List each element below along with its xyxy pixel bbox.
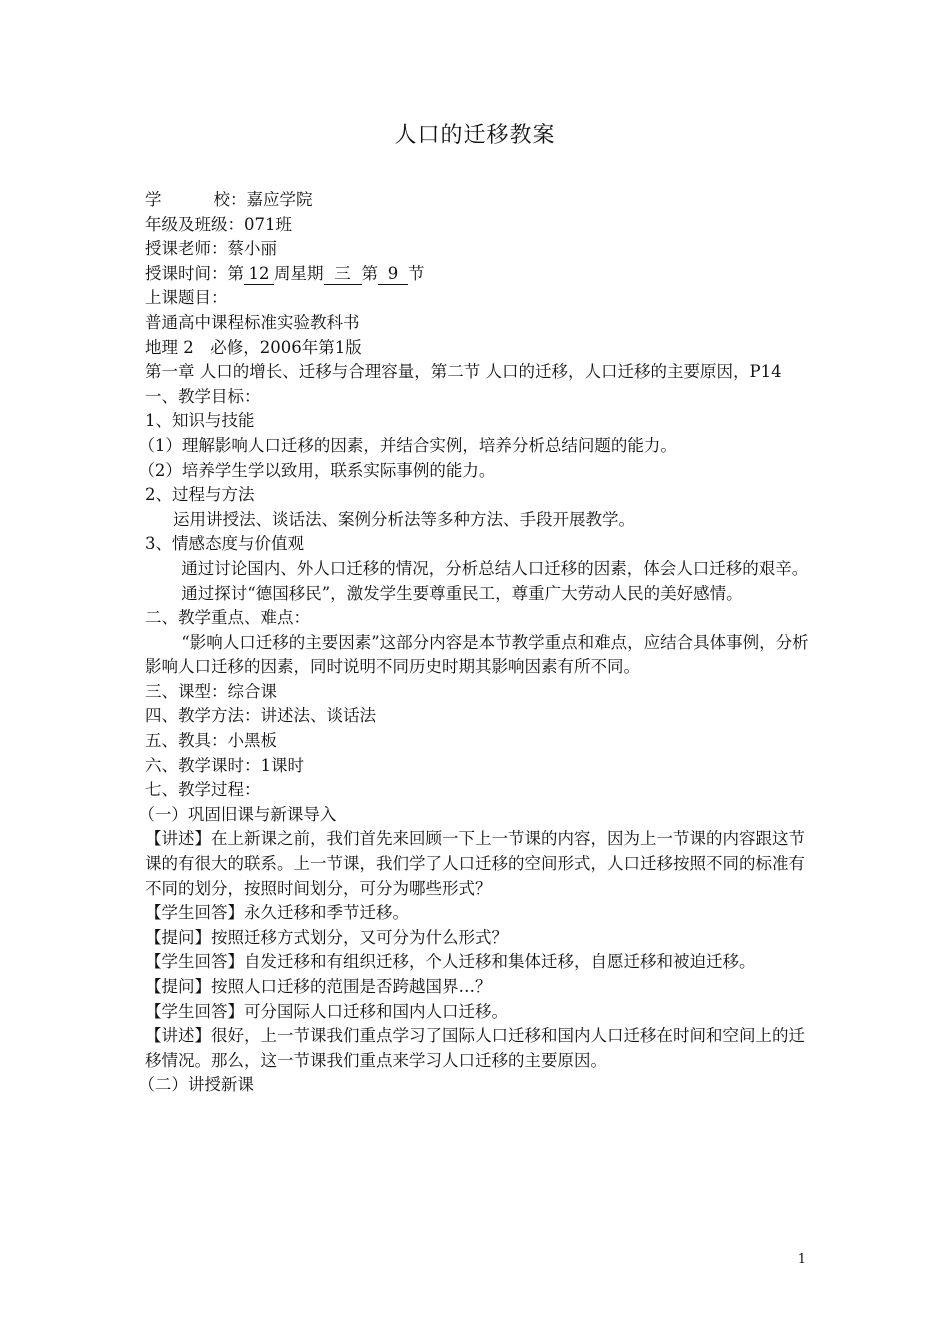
grade-label: 年级及班级： [145, 214, 244, 234]
time-mid: 周星期 [274, 263, 324, 283]
time-section: 9 [378, 264, 408, 285]
paragraph: （1）理解影响人口迁移的因素，并结合实例，培养分析总结问题的能力。 [138, 435, 677, 455]
grade-line [145, 213, 810, 238]
section-heading: 七、教学过程： [145, 780, 261, 800]
subsection-heading: 2、过程与方法 [145, 485, 255, 505]
school-value: 嘉应学院 [246, 190, 313, 209]
teacher-label: 授课老师： [145, 239, 228, 259]
paragraph: 【学生回答】可分国际人口迁移和国内人口迁移。 [145, 1001, 508, 1021]
paragraph: “影响人口迁移的主要因素”这部分内容是本节教学重点和难点，应结合具体事例，分析影响人口迁移的因素，同时说明不同历史时期其影响因素有所不同。 [145, 632, 809, 677]
paragraph: 【提问】按照人口迁移的范围是否跨越国界…？ [145, 977, 492, 996]
paragraph: 【讲述】很好，上一节课我们重点学习了国际人口迁移和国内人口迁移在时间和空间上的迁移情况。那么，这一节课我们重点来学习人口迁移的主要原因。 [145, 1026, 805, 1070]
teacher-value: 蔡小丽 [227, 239, 277, 259]
time-mid2: 第 [361, 263, 378, 283]
school-label-b: 校： [213, 190, 247, 209]
section-heading: 四、教学方法：讲述法、谈话法 [145, 706, 376, 726]
subsection-heading: （一）巩固旧课与新课导入 [138, 804, 337, 824]
paragraph: 通过探讨“德国移民”，激发学生要尊重民工，尊重广大劳动人民的美好感情。 [181, 583, 743, 603]
school-label-a: 学 [145, 190, 162, 209]
book-line1: 普通高中课程标准实验教科书 [145, 312, 360, 332]
paragraph: 【学生回答】永久迁移和季节迁移。 [145, 903, 409, 923]
document-title: 人口的迁移教案 [394, 123, 556, 148]
section-heading: 一、教学目标： [145, 386, 261, 406]
paragraph: 运用讲授法、谈话法、案例分析法等多种方法、手段开展教学。 [173, 509, 636, 529]
grade-value: 071班 [244, 214, 292, 234]
section-heading: 三、课型：综合课 [145, 681, 277, 701]
subsection-heading: 1、知识与技能 [145, 411, 255, 431]
subsection-heading: 3、情感态度与价值观 [145, 534, 304, 554]
time-end: 节 [408, 263, 425, 283]
paragraph: 【学生回答】自发迁移和有组织迁移，个人迁移和集体迁移，自愿迁移和被迫迁移。 [145, 952, 756, 972]
time-week: 12 [244, 264, 274, 285]
time-line [145, 262, 810, 287]
paragraph: 通过讨论国内、外人口迁移的情况，分析总结人口迁移的因素，体会人口迁移的艰辛。 [181, 558, 809, 578]
chapter-line: 第一章 人口的增长、迁移与合理容量，第二节 人口的迁移，人口迁移的主要原因，P14 [145, 362, 782, 382]
time-day: 三 [324, 264, 362, 285]
document-body [138, 188, 810, 1098]
time-label: 授课时间：第 [145, 263, 244, 283]
section-heading: 二、教学重点、难点： [145, 608, 310, 628]
school-line [145, 188, 810, 213]
paragraph: 【提问】按照迁移方式划分，又可分为什么形式？ [145, 927, 508, 947]
paragraph: （2）培养学生学以致用，联系实际事例的能力。 [138, 460, 496, 480]
paragraph: 【讲述】在上新课之前，我们首先来回顾一下上一节课的内容，因为上一节课的内容跟这节课的有很大的联系。上一节课，我们学了人口迁移的空间形式，人口迁移按照不同的标准有不同的划分，按照时间划分，可分为哪些形式？ [145, 829, 805, 898]
page-number: 1 [797, 1252, 806, 1267]
book-line2: 地理 2 必修，2006年第1版 [145, 337, 362, 357]
section-heading: 六、教学课时：1课时 [145, 755, 304, 775]
topic-label: 上课题目： [145, 288, 228, 308]
section-heading: 五、教具：小黑板 [145, 731, 277, 751]
teacher-line [145, 237, 810, 262]
subsection-heading: （二）讲授新课 [138, 1075, 254, 1095]
